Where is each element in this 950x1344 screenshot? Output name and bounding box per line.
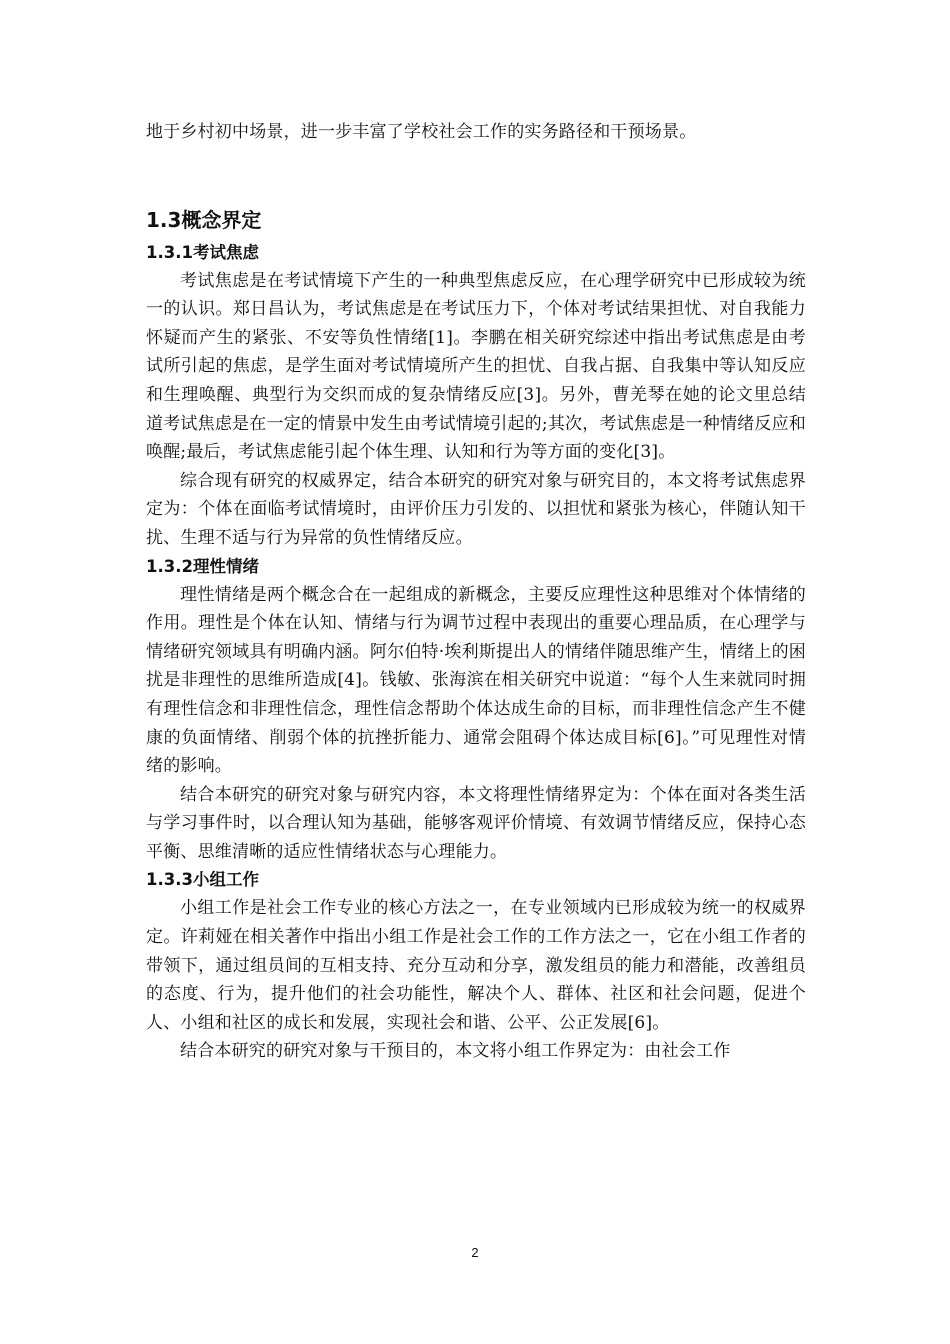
page-content [146, 118, 806, 1066]
subsection-heading-group-work: 1.3.3小组工作 [146, 870, 259, 890]
section-heading: 1.3概念界定 [146, 207, 262, 232]
page-number: 2 [471, 1245, 479, 1260]
paragraph: 理性情绪是两个概念合在一起组成的新概念，主要反应理性这种思维对个体情绪的作用。理性是个体在认知、情绪与行为调节过程中表现出的重要心理品质，在心理学与情绪研究领域具有明确内涵。阿尔伯特·埃利斯提出人的情绪伴随思维产生，情绪上的困扰是非理性的思维所造成[4]。钱敏、张海滨在相关研究中说道：“每个人生来就同时拥有理性信念和非理性信念，理性信念帮助个体达成生命的目标，而非理性信念产生不健康的负面情绪、削弱个体的抗挫折能力、通常会阻碍个体达成目标[6]。”可见理性对情绪的影响。 [146, 584, 806, 777]
subsection-heading-rational-emotion: 1.3.2理性情绪 [146, 556, 259, 576]
paragraph: 小组工作是社会工作专业的核心方法之一，在专业领域内已形成较为统一的权威界定。许莉娅在相关著作中指出小组工作是社会工作的工作方法之一，它在小组工作者的带领下，通过组员间的互相支持、充分互动和分享，激发组员的能力和潜能，改善组员的态度、行为，提升他们的社会功能性，解决个人、群体、社区和社会问题，促进个人、小组和社区的成长和发展，实现社会和谐、公平、公正发展[6]。 [146, 898, 806, 1033]
paragraph: 结合本研究的研究对象与研究内容，本文将理性情绪界定为：个体在面对各类生活与学习事件时，以合理认知为基础，能够客观评价情境、有效调节情绪反应，保持心态平衡、思维清晰的适应性情绪状态与心理能力。 [146, 784, 806, 862]
subsection-heading-exam-anxiety: 1.3.1考试焦虑 [146, 242, 259, 262]
paragraph: 考试焦虑是在考试情境下产生的一种典型焦虑反应，在心理学研究中已形成较为统一的认识。郑日昌认为，考试焦虑是在考试压力下，个体对考试结果担忧、对自我能力怀疑而产生的紧张、不安等负性情绪[1]。李鹏在相关研究综述中指出考试焦虑是由考试所引起的焦虑，是学生面对考试情境所产生的担忧、自我占据、自我集中等认知反应和生理唤醒、典型行为交织而成的复杂情绪反应[3]。另外，曹羌琴在她的论文里总结道考试焦虑是在一定的情景中发生由考试情境引起的;其次，考试焦虑是一种情绪反应和唤醒;最后，考试焦虑能引起个体生理、认知和行为等方面的变化[3]。 [146, 270, 806, 463]
intro-continuation: 地于乡村初中场景，进一步丰富了学校社会工作的实务路径和干预场景。 [146, 122, 697, 142]
paragraph: 结合本研究的研究对象与干预目的，本文将小组工作界定为：由社会工作 [180, 1041, 731, 1062]
paragraph: 综合现有研究的权威界定，结合本研究的研究对象与研究目的，本文将考试焦虑界定为：个体在面临考试情境时，由评价压力引发的、以担忧和紧张为核心，伴随认知干扰、生理不适与行为异常的负性情绪反应。 [146, 470, 806, 548]
